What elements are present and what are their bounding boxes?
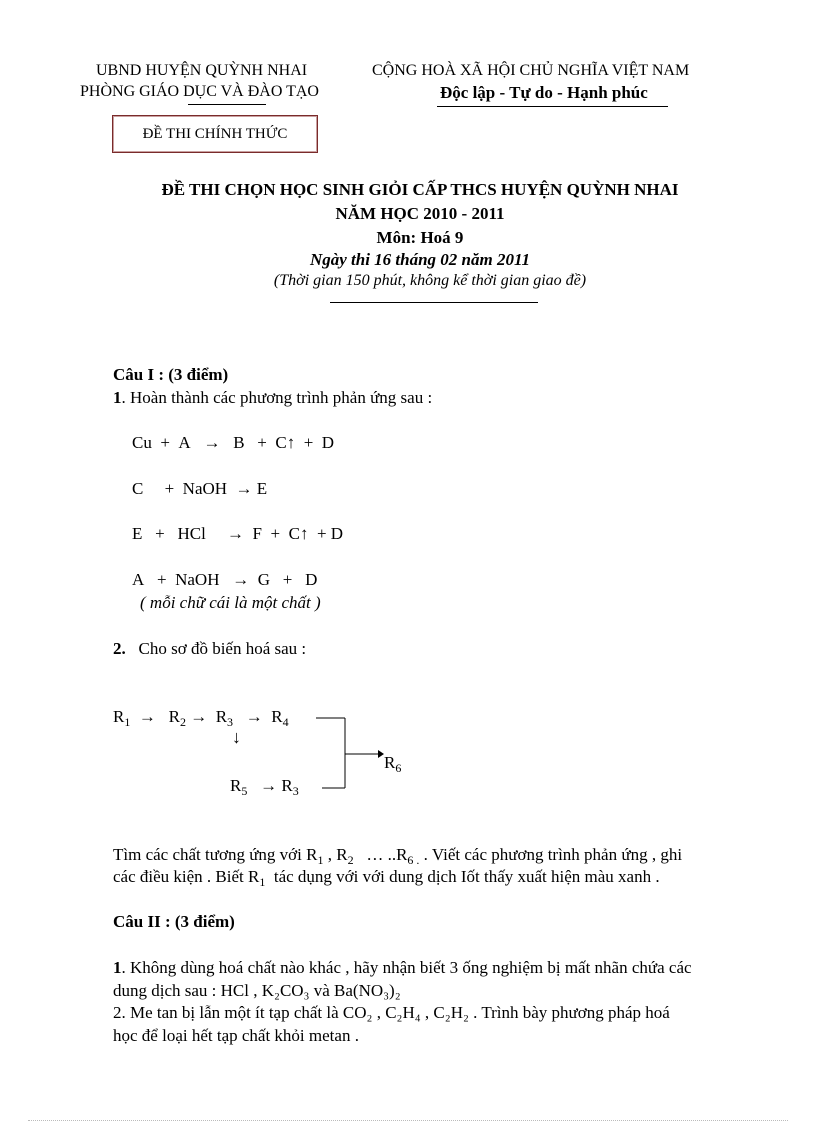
page-bottom-border	[28, 1120, 788, 1121]
equation-4: A + NaOH → G + D	[132, 570, 318, 589]
equation-1: Cu + A → B + C↑ + D	[132, 433, 335, 452]
part-text: . Hoàn thành các phương trình phản ứng sau :	[121, 388, 433, 407]
stamp-label: ĐỀ THI CHÍNH THỨC	[142, 126, 288, 142]
header-right-line2: Độc lập - Tự do - Hạnh phúc	[440, 83, 648, 102]
task-text: … ..R	[366, 845, 408, 864]
task-text: Tìm các chất tương ứng với R	[113, 845, 318, 864]
exam-date: Ngày thi 16 tháng 02 năm 2011	[309, 250, 531, 269]
exam-title: ĐỀ THI CHỌN HỌC SINH GIỎI CẤP THCS HUYỆN QUỲNH NHAI	[161, 180, 679, 199]
equation-3: E + HCl → F + C↑ + D	[132, 524, 344, 543]
task-text: , R	[327, 845, 348, 864]
question-1-part-2-task-line-1: Tìm các chất tương ứng với $R_1$ , $R_2$ … $..R_{6 .}$ . Viết các phương trình phản ứng , ghi	[113, 845, 683, 867]
subject: Môn: Hoá 9	[376, 228, 464, 247]
scheme-product: $R_6$	[384, 753, 402, 775]
scheme-row-1: $R_1 \to R_2 \to R_3 \to R_4$	[113, 707, 289, 729]
part-text: . Không dùng hoá chất nào khác , hãy nhận biết 3 ống nghiệm bị mất nhãn chứa các	[121, 958, 692, 977]
question-2-part-2-line-1: 2. Me tan bị lẫn một ít tạp chất là CO₂ , C₂H₄ , C₂H₂ . Trình bày phương pháp hoá	[113, 1003, 670, 1022]
equation-2: C + NaOH → E	[132, 479, 268, 498]
scheme-down-arrow: ↓	[232, 727, 241, 747]
question-2-heading: Câu II : (3 điểm)	[113, 912, 235, 931]
question-2-part-1-line-2: dung dịch sau : HCl , K₂CO₃ và Ba(NO₃)₂	[113, 981, 401, 1000]
equation-note: ( mỗi chữ cái là một chất )	[140, 593, 321, 612]
header-right-line1: CỘNG HOÀ XÃ HỘI CHỦ NGHĨA VIỆT NAM	[372, 62, 690, 79]
header-left-line2: PHÒNG GIÁO DỤC VÀ ĐÀO TẠO	[80, 83, 319, 100]
part-number: 2.	[113, 639, 126, 658]
question-2-part-2-line-2: học để loại hết tạp chất khỏi metan .	[113, 1026, 359, 1045]
task-text: các điều kiện . Biết R	[113, 867, 260, 886]
part-number: 1	[113, 388, 122, 407]
question-1-part-2-task-line-2: các điều kiện . Biết $R_1$ tác dụng với với dung dịch Iốt thấy xuất hiện màu xanh .	[113, 867, 660, 889]
header-left-line1: UBND HUYỆN QUỲNH NHAI	[96, 62, 308, 79]
part-number: 1	[113, 958, 122, 977]
exam-duration: (Thời gian 150 phút, không kể thời gian giao đề)	[273, 272, 587, 289]
part-text: Cho sơ đồ biến hoá sau :	[138, 639, 307, 658]
task-text: . Viết các phương trình phản ứng , ghi	[423, 845, 683, 864]
question-1-heading: Câu I : (3 điểm)	[113, 365, 229, 384]
school-year: NĂM HỌC 2010 - 2011	[335, 204, 505, 223]
question-2-part-1-line-1	[113, 958, 692, 978]
scheme-row-2: $R_5 \to R_3$	[230, 776, 299, 798]
task-text: tác dụng với với dung dịch Iốt thấy xuất hiện màu xanh .	[273, 867, 660, 886]
